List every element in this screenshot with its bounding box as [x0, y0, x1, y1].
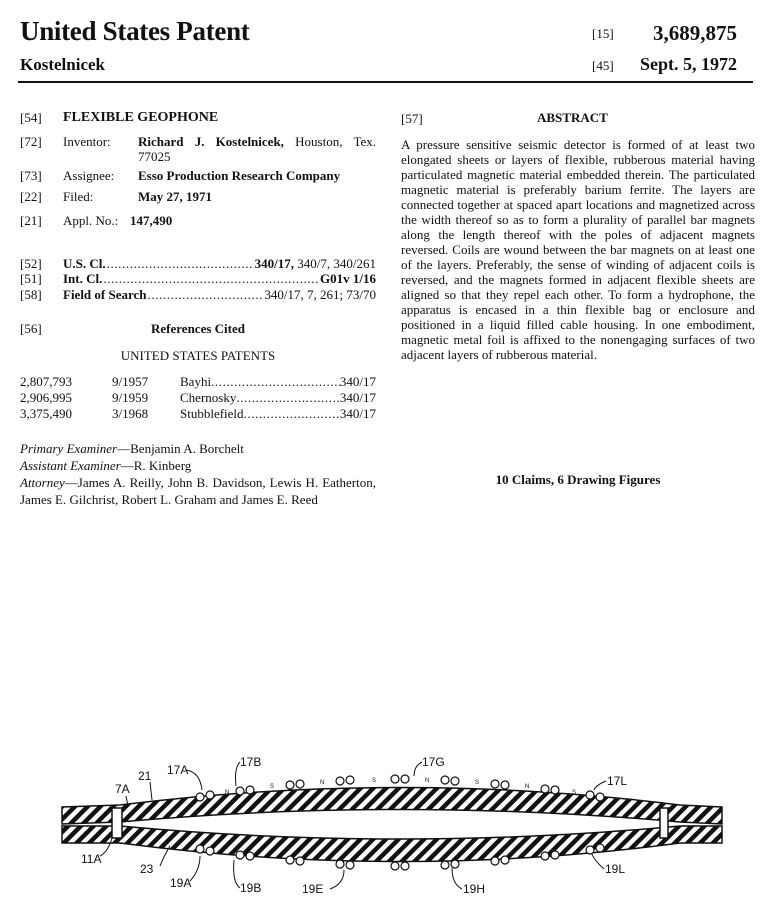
- label-17l: 17L: [607, 774, 628, 788]
- inventor-row: [20, 134, 376, 166]
- label-23: 23: [140, 862, 154, 876]
- field-code: [21]: [20, 213, 42, 228]
- field-of-search-row: [20, 287, 376, 302]
- leader-dots: [107, 256, 254, 271]
- appl-no-label: Appl. No.:: [63, 213, 119, 228]
- pole-mark-n: N: [425, 778, 430, 784]
- inventor-value: [138, 134, 376, 164]
- inventor-full-name: Richard J. Kostelnicek,: [138, 134, 284, 149]
- pole-mark-n: N: [320, 780, 325, 786]
- assistant-examiner-name: —R. Kinberg: [120, 458, 192, 473]
- reference-labels: [81, 755, 627, 896]
- us-class-label: U.S. Cl.: [63, 256, 106, 271]
- int-class-value: G01v 1/16: [320, 271, 376, 286]
- appl-no-value: 147,490: [130, 213, 173, 228]
- us-class-other: 340/7, 340/261: [294, 256, 376, 271]
- leader-dots: [244, 406, 340, 421]
- pole-mark-s: S: [372, 778, 377, 784]
- reference-class: 340/17: [339, 406, 376, 421]
- int-class-row: [20, 271, 376, 286]
- attorney-label: Attorney: [20, 475, 65, 490]
- reference-number: 2,906,995: [20, 390, 72, 405]
- us-class-main: 340/17,: [254, 256, 295, 271]
- us-class-row: [20, 256, 376, 271]
- abstract-text: A pressure sensitive seismic detector is formed of at least two elongated sheets or layers of flexible, rubberous material having particulated magnetic material embedded therein. The particulated magnetic material is preferably barium ferrite. The layers are connected together at spaced apart locations and magnetized across the width thereof so as to form a plurality of parallel bar magnets along the length thereof with the poles of adjacent magnets reversed. Coils are wound between the bar magnets on at least one of the layers. Preferably, the sense of winding of adjacent coils is reversed, and the magnets formed in adjacent flexible sheets are aligned so that they repel each other. To form a hydrophone, the apparatus is encased in a thin flexible bag or enclosure and positioned in a liquid filled cable housing. In one embodiment, magnetic metal foil is affixed to the nonengaging surfaces of two adjacent layers of rubberous material.: [401, 137, 755, 362]
- reference-row: [20, 374, 376, 389]
- claims-summary: 10 Claims, 6 Drawing Figures: [495, 472, 661, 487]
- reference-date: 9/1959: [112, 390, 149, 405]
- patent-number: 3,689,875: [653, 21, 737, 45]
- leader-dots: [211, 374, 340, 389]
- references-subheading: UNITED STATES PATENTS: [120, 348, 276, 363]
- reference-class: 340/17: [339, 374, 376, 389]
- patent-date: Sept. 5, 1972: [640, 54, 738, 74]
- reference-name: Chernosky: [180, 390, 237, 405]
- label-21: 21: [138, 769, 152, 783]
- label-17b: 17B: [240, 755, 262, 769]
- label-19b: 19B: [240, 881, 262, 895]
- pole-mark-n: N: [225, 790, 230, 796]
- inventor-label: Inventor:: [63, 134, 111, 149]
- lower-rubber-layer: [62, 826, 722, 862]
- inventor-surname: Kostelnicek: [20, 55, 105, 74]
- label-19l: 19L: [605, 862, 626, 876]
- reference-date: 3/1968: [112, 406, 149, 421]
- field-code: [56]: [20, 321, 42, 336]
- pole-mark-n: N: [525, 784, 530, 790]
- assignee-label: Assignee:: [63, 168, 115, 183]
- leader-dots: [148, 287, 264, 302]
- assistant-examiner-line: [20, 457, 376, 474]
- label-19e: 19E: [302, 882, 324, 896]
- primary-examiner-line: [20, 440, 376, 457]
- label-11a: 11A: [81, 852, 102, 866]
- int-class-label: Int. Cl.: [63, 271, 103, 286]
- geophone-drawing: [0, 740, 768, 921]
- header-rule: [18, 81, 753, 83]
- abstract-code: [57]: [401, 111, 423, 126]
- label-17g: 17G: [422, 755, 445, 769]
- right-end-joint: [660, 808, 668, 838]
- reference-row: [20, 406, 376, 421]
- field-code: [54]: [20, 110, 42, 125]
- filed-value: May 27, 1971: [138, 189, 213, 204]
- pole-mark-s: S: [572, 790, 577, 796]
- abstract-heading: ABSTRACT: [537, 110, 608, 125]
- attorney-names: —James A. Reilly, John B. Davidson, Lewis H. Eatherton, James E. Gilchrist, Robert L. Graham and James E. Reed: [20, 475, 376, 507]
- date-code: [45]: [592, 58, 614, 73]
- field-of-search-value: 340/17, 7, 261; 73/70: [264, 287, 376, 302]
- label-19a: 19A: [170, 876, 192, 890]
- filed-label: Filed:: [63, 189, 94, 204]
- field-code: [58]: [20, 287, 42, 302]
- reference-name: Stubblefield: [180, 406, 244, 421]
- field-code: [72]: [20, 134, 42, 149]
- reference-number: 2,807,793: [20, 374, 72, 389]
- pole-mark-s: S: [475, 780, 480, 786]
- field-of-search-label: Field of Search: [63, 287, 147, 302]
- leader-dots: [236, 390, 340, 405]
- assistant-examiner-label: Assistant Examiner: [20, 458, 121, 473]
- inventor-location: Houston, Tex. 77025: [138, 134, 376, 164]
- reference-row: [20, 390, 376, 405]
- label-19h: 19H: [463, 882, 486, 896]
- label-17a: 17A: [167, 763, 189, 777]
- field-code: [22]: [20, 189, 42, 204]
- upper-rubber-layer: [62, 788, 722, 825]
- field-code: [51]: [20, 271, 42, 286]
- reference-name: Bayhi: [180, 374, 212, 389]
- primary-examiner-name: —Benjamin A. Borchelt: [117, 441, 244, 456]
- references-heading: References Cited: [151, 321, 245, 336]
- patent-number-code: [15]: [592, 26, 614, 41]
- field-code: [52]: [20, 256, 42, 271]
- label-7a: 7A: [115, 782, 130, 796]
- field-code: [73]: [20, 168, 42, 183]
- patent-office-title: United States Patent: [20, 16, 250, 46]
- pole-mark-s: S: [270, 784, 275, 790]
- leader-dots: [103, 271, 319, 286]
- left-end-joint: [112, 808, 122, 838]
- reference-date: 9/1957: [112, 374, 149, 389]
- reference-number: 3,375,490: [20, 406, 72, 421]
- examiners-block: [20, 440, 376, 508]
- assignee-value: Esso Production Research Company: [138, 168, 341, 183]
- primary-examiner-label: Primary Examiner: [20, 441, 118, 456]
- attorney-line: [20, 474, 376, 508]
- reference-class: 340/17: [339, 390, 376, 405]
- invention-title: FLEXIBLE GEOPHONE: [63, 110, 219, 125]
